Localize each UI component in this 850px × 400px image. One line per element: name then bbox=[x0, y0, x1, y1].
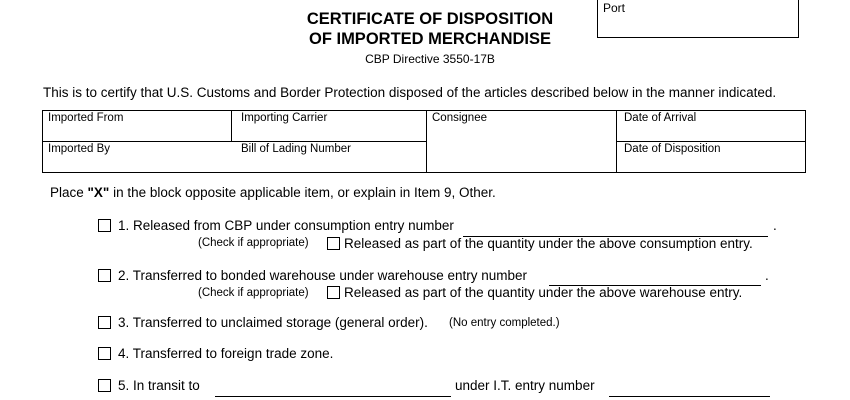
imported-from-label: Imported From bbox=[48, 112, 124, 124]
bill-of-lading-field[interactable] bbox=[232, 142, 426, 172]
consignee-field[interactable] bbox=[427, 111, 616, 172]
item1-sub-label: Released as part of the quantity under the above consumption entry. bbox=[344, 236, 753, 251]
item1-sub-checkbox[interactable] bbox=[327, 237, 340, 250]
date-of-arrival-label: Date of Arrival bbox=[624, 112, 697, 124]
item5-label: 5. In transit to bbox=[118, 378, 200, 393]
date-of-arrival-field[interactable] bbox=[617, 111, 805, 141]
item5-it-label: under I.T. entry number bbox=[455, 378, 595, 393]
item2-checkbox[interactable] bbox=[98, 269, 111, 282]
bill-of-lading-label: Bill of Lading Number bbox=[241, 143, 351, 155]
item5-checkbox[interactable] bbox=[98, 379, 111, 392]
item2-check-hint: (Check if appropriate) bbox=[198, 287, 309, 299]
item5-destination-line[interactable] bbox=[215, 396, 451, 397]
importing-carrier-label: Importing Carrier bbox=[241, 112, 328, 124]
certify-statement: This is to certify that U.S. Customs and Border Protection disposed of the articles described below in the manner indicated. bbox=[43, 85, 777, 100]
consignee-label: Consignee bbox=[432, 112, 487, 124]
item2-period: . bbox=[765, 268, 769, 283]
date-of-disposition-field[interactable] bbox=[617, 142, 805, 172]
item5-it-entry-line[interactable] bbox=[609, 396, 770, 397]
item3-checkbox[interactable] bbox=[98, 316, 111, 329]
item4-checkbox[interactable] bbox=[98, 347, 111, 360]
item4-label: 4. Transferred to foreign trade zone. bbox=[118, 346, 334, 361]
imported-from-field[interactable] bbox=[43, 111, 231, 141]
item3-note: (No entry completed.) bbox=[449, 317, 560, 329]
importing-carrier-field[interactable] bbox=[232, 111, 426, 141]
directive-label: CBP Directive 3550-17B bbox=[365, 52, 495, 66]
date-of-disposition-label: Date of Disposition bbox=[624, 143, 721, 155]
item1-check-hint: (Check if appropriate) bbox=[198, 237, 309, 249]
instructions-text bbox=[50, 185, 496, 200]
item1-period: . bbox=[773, 218, 777, 233]
item1-label: 1. Released from CBP under consumption entry number bbox=[118, 218, 454, 233]
item1-checkbox[interactable] bbox=[98, 219, 111, 232]
imported-by-label: Imported By bbox=[48, 143, 110, 155]
item2-sub-checkbox[interactable] bbox=[327, 286, 340, 299]
shipment-info-table bbox=[42, 110, 806, 173]
item3-label: 3. Transferred to unclaimed storage (general order). bbox=[118, 315, 428, 330]
form-title-line2: OF IMPORTED MERCHANDISE bbox=[308, 30, 551, 48]
port-field[interactable] bbox=[597, 0, 799, 38]
instructions-prefix: Place bbox=[50, 185, 88, 200]
form-title-line1: CERTIFICATE OF DISPOSITION bbox=[306, 10, 554, 28]
item2-sub-label: Released as part of the quantity under the above warehouse entry. bbox=[344, 285, 743, 300]
imported-by-field[interactable] bbox=[43, 142, 231, 172]
instructions-suffix: in the block opposite applicable item, or explain in Item 9, Other. bbox=[109, 185, 496, 200]
instructions-mark: "X" bbox=[87, 185, 110, 200]
item2-label: 2. Transferred to bonded warehouse under warehouse entry number bbox=[118, 268, 528, 283]
port-label: Port bbox=[603, 1, 626, 15]
